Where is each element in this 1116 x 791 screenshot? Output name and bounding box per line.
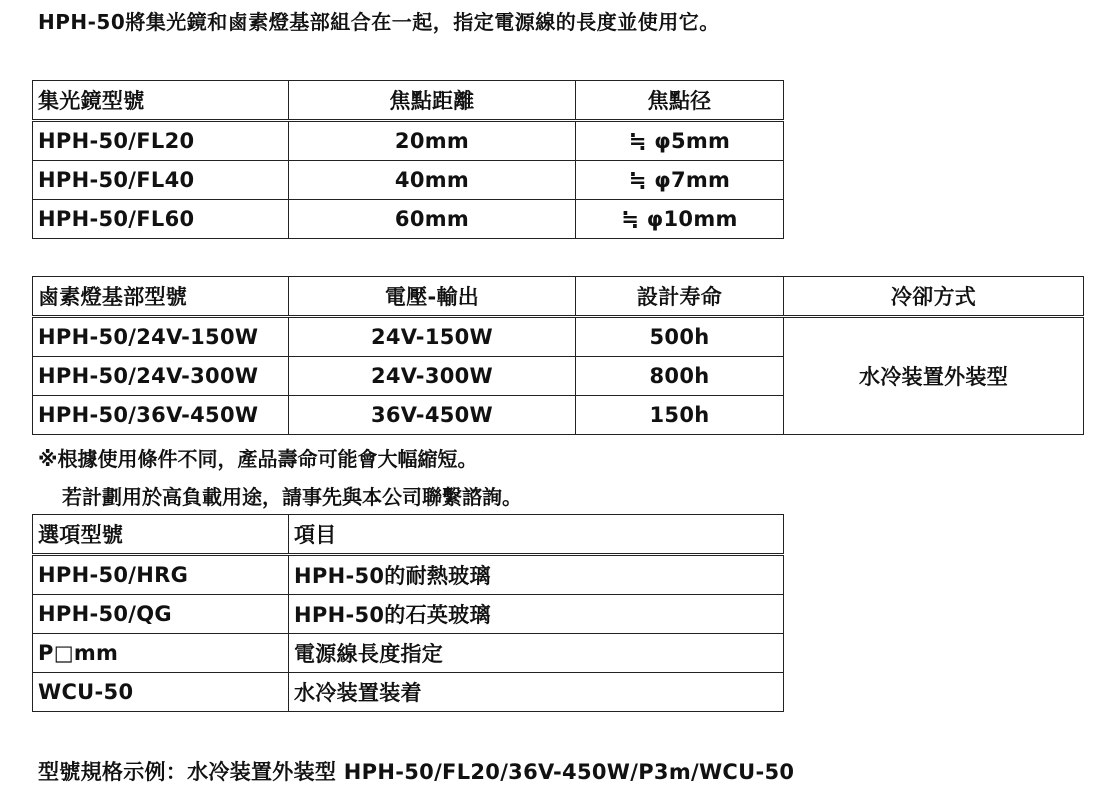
header-cell: 設計寿命 xyxy=(576,277,784,317)
option-model-cell: HPH-50/QG xyxy=(33,595,289,634)
model-cell: HPH-50/24V-150W xyxy=(33,317,289,357)
option-item-cell: HPH-50的石英玻璃 xyxy=(289,595,784,634)
lifetime-cell: 150h xyxy=(576,396,784,435)
table-row xyxy=(33,161,784,200)
voltage-output-cell: 24V-300W xyxy=(289,357,576,396)
focal-distance-cell: 20mm xyxy=(289,121,576,161)
model-cell: HPH-50/FL20 xyxy=(33,121,289,161)
model-example-text: 型號規格示例：水冷装置外装型 HPH-50/FL20/36V-450W/P3m/WCU-50 xyxy=(38,760,795,784)
option-item-cell: 電源線長度指定 xyxy=(289,634,784,673)
header-cell: 選項型號 xyxy=(33,515,289,555)
option-model-cell: P□mm xyxy=(33,634,289,673)
intro-text: HPH-50將集光鏡和鹵素燈基部組合在一起，指定電源線的長度並使用它。 xyxy=(38,10,720,34)
header-cell: 項目 xyxy=(289,515,784,555)
note-text: ※根據使用條件不同，產品壽命可能會大幅縮短。 xyxy=(38,447,478,471)
option-item-cell: 水冷装置装着 xyxy=(289,673,784,712)
focal-distance-cell: 60mm xyxy=(289,200,576,239)
lens-table-header xyxy=(33,81,784,121)
option-model-cell: HPH-50/HRG xyxy=(33,555,289,595)
focal-diameter-cell: ≒ φ10mm xyxy=(576,200,784,239)
voltage-output-cell: 24V-150W xyxy=(289,317,576,357)
lifetime-cell: 500h xyxy=(576,317,784,357)
header-cell: 集光鏡型號 xyxy=(33,81,289,121)
lamp-table-header xyxy=(33,277,1084,317)
lifetime-cell: 800h xyxy=(576,357,784,396)
table-row xyxy=(33,555,784,595)
option-item-cell: HPH-50的耐熱玻璃 xyxy=(289,555,784,595)
table-row xyxy=(33,200,784,239)
header-cell: 焦點距離 xyxy=(289,81,576,121)
header-cell: 冷卻方式 xyxy=(784,277,1084,317)
voltage-output-cell: 36V-450W xyxy=(289,396,576,435)
focal-diameter-cell: ≒ φ7mm xyxy=(576,161,784,200)
lamp-table xyxy=(32,276,1084,435)
model-cell: HPH-50/FL60 xyxy=(33,200,289,239)
model-cell: HPH-50/36V-450W xyxy=(33,396,289,435)
option-model-cell: WCU-50 xyxy=(33,673,289,712)
table-row xyxy=(33,317,1084,357)
table-row xyxy=(33,634,784,673)
table-row xyxy=(33,595,784,634)
option-table xyxy=(32,514,784,712)
lens-table xyxy=(32,80,784,239)
focal-diameter-cell: ≒ φ5mm xyxy=(576,121,784,161)
focal-distance-cell: 40mm xyxy=(289,161,576,200)
table-row xyxy=(33,121,784,161)
model-cell: HPH-50/24V-300W xyxy=(33,357,289,396)
note-text: 若計劃用於高負載用途，請事先與本公司聯繫諮詢。 xyxy=(62,485,522,509)
table-row xyxy=(33,673,784,712)
header-cell: 鹵素燈基部型號 xyxy=(33,277,289,317)
cooling-cell: 水冷装置外装型 xyxy=(784,317,1084,435)
header-cell: 電壓-輸出 xyxy=(289,277,576,317)
header-cell: 焦點径 xyxy=(576,81,784,121)
model-cell: HPH-50/FL40 xyxy=(33,161,289,200)
option-table-header xyxy=(33,515,784,555)
